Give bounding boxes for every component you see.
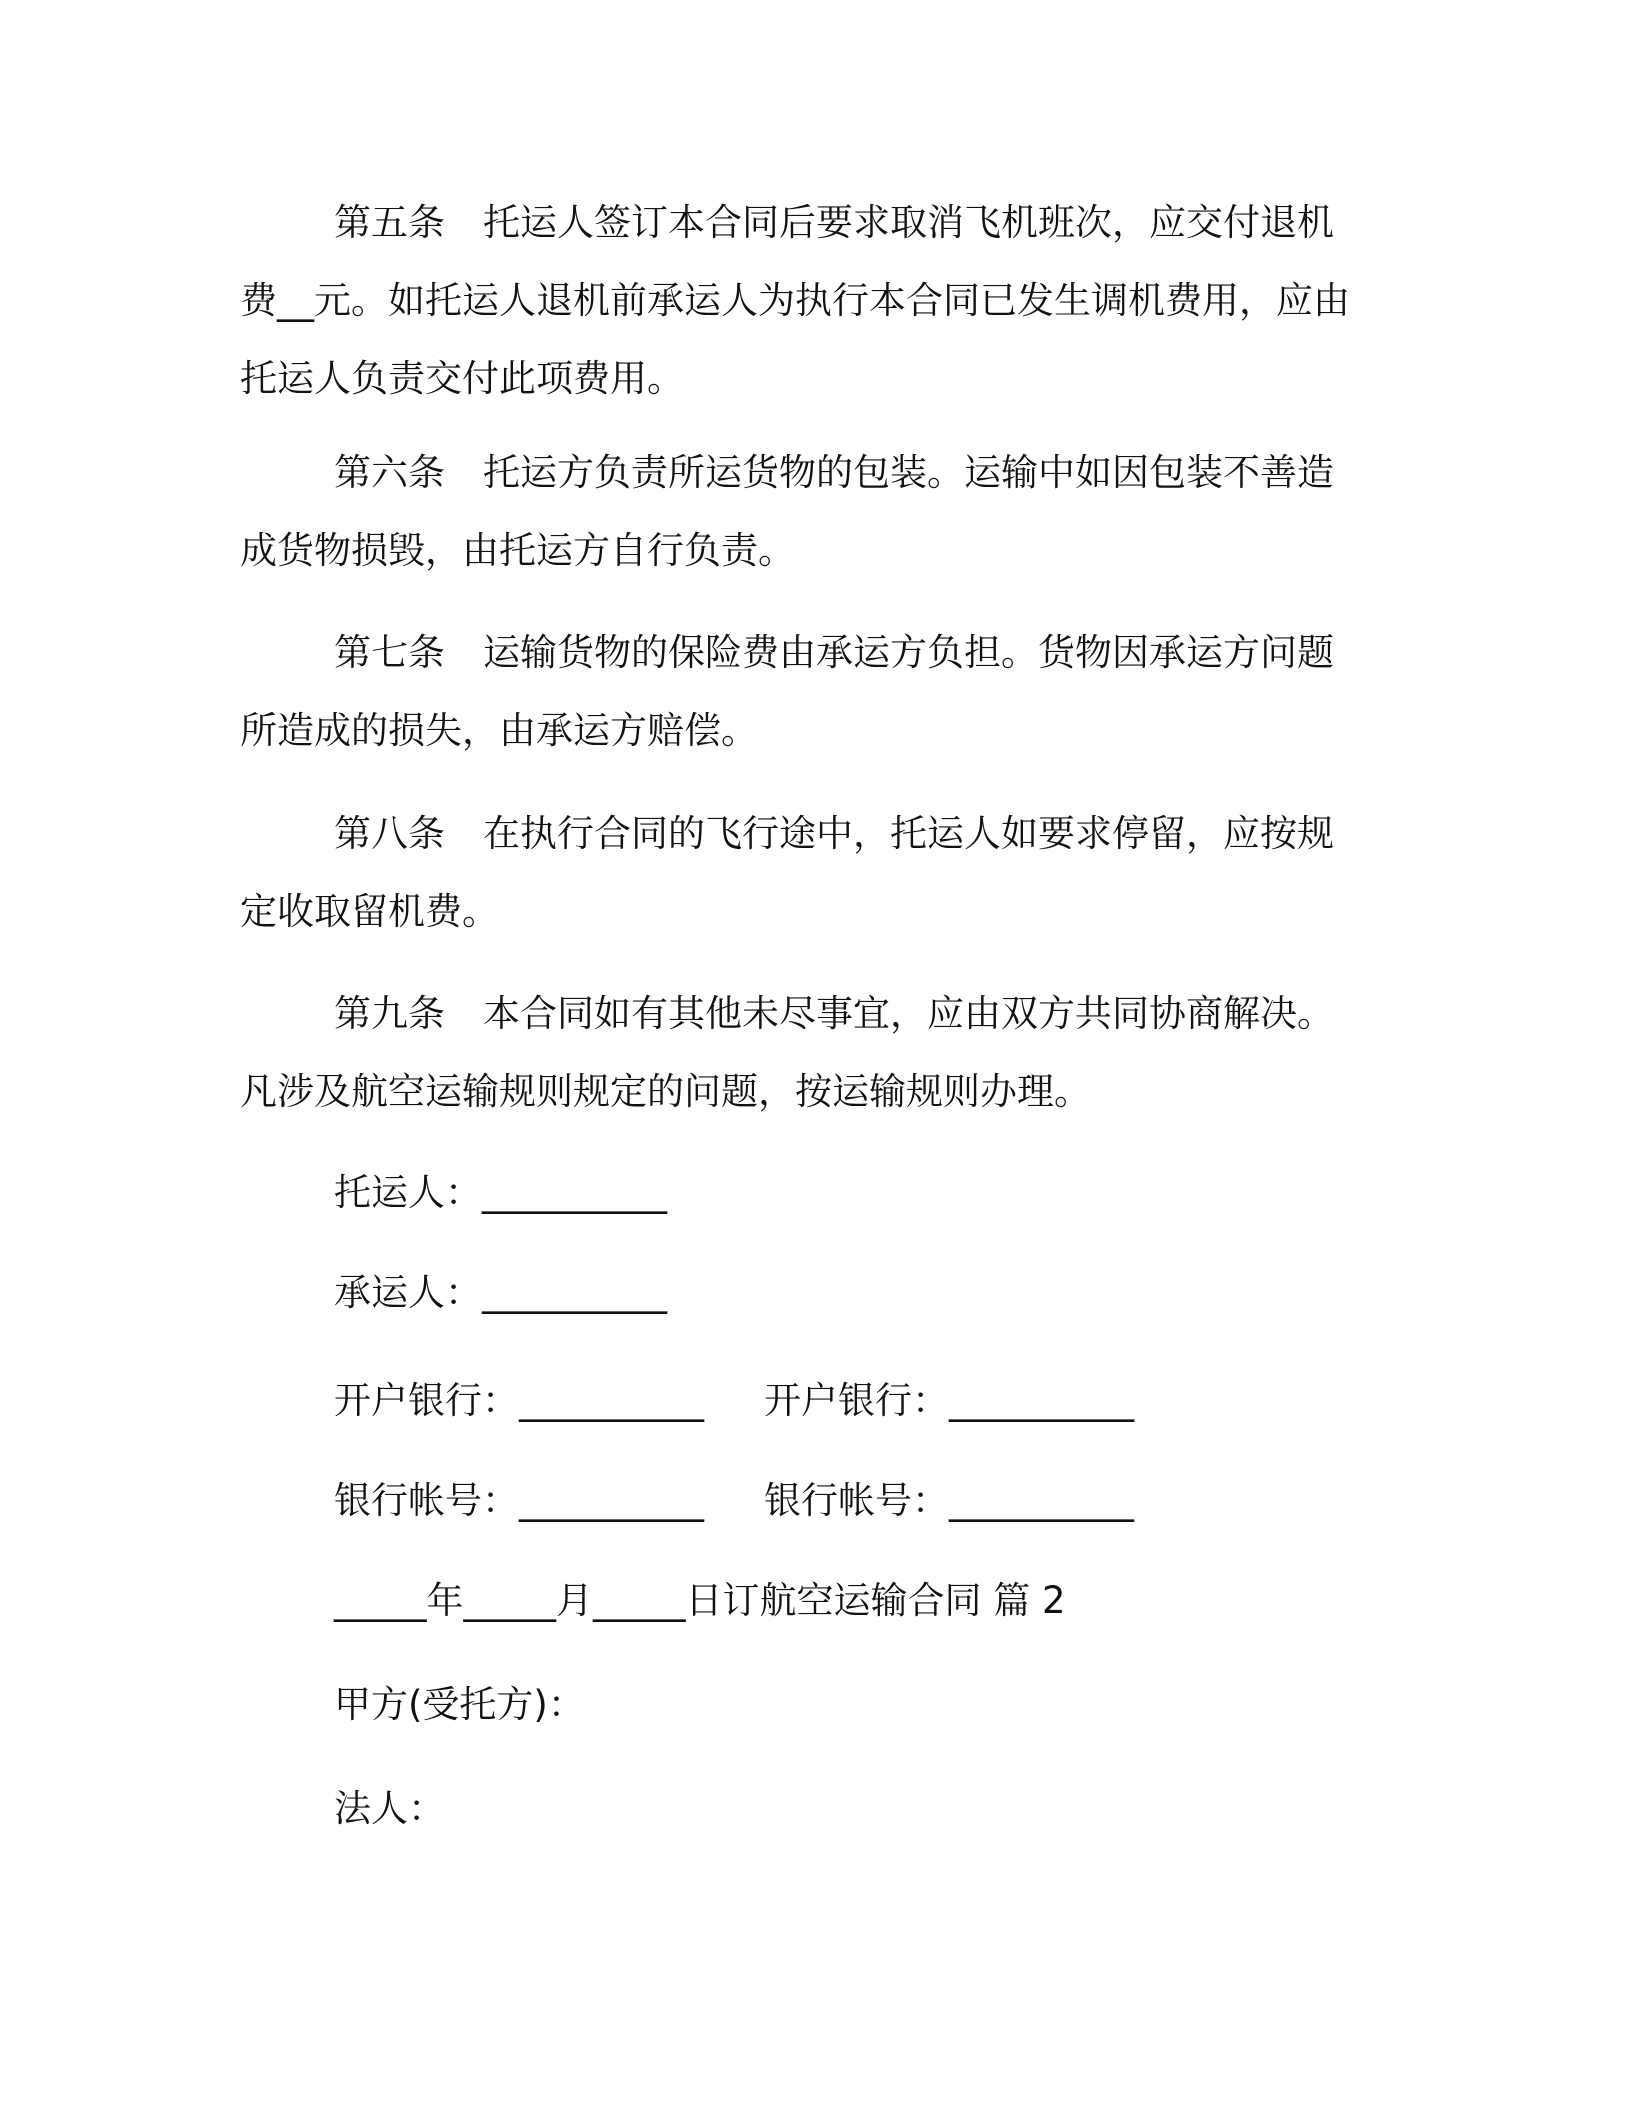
article-7 [240,614,1370,770]
article-number: 第九条 [334,992,445,1035]
party-a-label: 甲方(受托方)： [334,1683,585,1726]
article-number: 第七条 [334,631,445,674]
article-text: 运输货物的保险费由承运方负担。货物因承运方问题所造成的损失，由承运方赔偿。 [240,631,1334,752]
date-line: _____年_____月_____日订航空运输合同 篇 2 [334,1579,1066,1622]
bank-field-left: 开户银行：__________ [334,1379,704,1422]
shipper-signature-line: 托运人：__________ [334,1171,667,1214]
article-text: 本合同如有其他未尽事宜，应由双方共同协商解决。凡涉及航空运输规则规定的问题，按运输规则办理。 [240,992,1334,1113]
article-text: 托运方负责所运货物的包装。运输中如因包装不善造成货物损毁，由托运方自行负责。 [240,451,1334,572]
account-field-right: 银行帐号：__________ [764,1479,1134,1522]
legal-person-label: 法人： [334,1787,445,1830]
article-number: 第六条 [334,451,445,494]
article-number: 第五条 [334,201,445,244]
article-9 [240,975,1370,1131]
article-number: 第八条 [334,812,445,855]
article-text: 在执行合同的飞行途中，托运人如要求停留，应按规定收取留机费。 [240,812,1334,933]
article-8 [240,795,1370,951]
article-6 [240,434,1370,590]
article-text: 托运人签订本合同后要求取消飞机班次，应交付退机费__元。如托运人退机前承运人为执行本合同已发生调机费用，应由托运人负责交付此项费用。 [240,201,1350,400]
article-5 [240,184,1370,418]
carrier-signature-line: 承运人：__________ [334,1271,667,1314]
bank-field-right: 开户银行：__________ [764,1379,1134,1422]
account-field-left: 银行帐号：__________ [334,1479,704,1522]
